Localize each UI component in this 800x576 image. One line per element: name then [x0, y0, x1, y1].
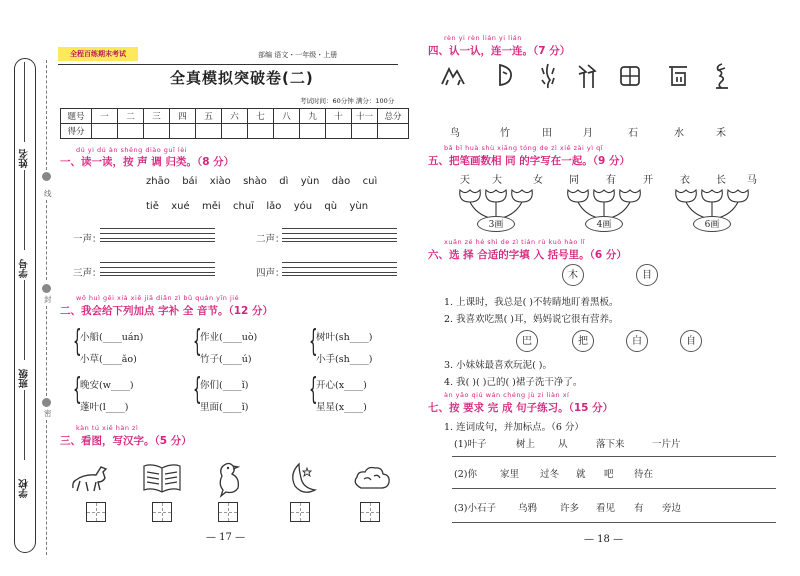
- page-number-left: — 17 —: [206, 532, 246, 543]
- sec7-subtitle: 1. 连词成句，并加标点。（6 分）: [444, 422, 584, 433]
- score-cell[interactable]: [118, 124, 144, 139]
- answer-line[interactable]: [452, 522, 776, 523]
- word-chip: 家里: [500, 469, 520, 480]
- fill-item[interactable]: 星星(x____): [316, 402, 367, 413]
- char-option[interactable]: 月: [583, 128, 593, 139]
- binding-hole: [42, 398, 51, 407]
- binding-hole: [42, 172, 51, 181]
- table-cell: 六: [222, 109, 248, 124]
- school-label: 学校: [19, 479, 30, 498]
- writing-grid[interactable]: [218, 502, 238, 522]
- cut-line: [46, 306, 47, 396]
- table-cell: 四: [170, 109, 196, 124]
- sec2-pinyin: wǒ huì gěi xià xiē jiā diǎn zì bǔ quán yīn jié: [76, 294, 240, 302]
- fill-item[interactable]: 晚安(w____): [80, 380, 134, 391]
- school-write-line[interactable]: [24, 390, 25, 460]
- mountain-glyph-icon: [440, 64, 466, 88]
- sentence-1: 1. 上课时，我总是( )不转睛地盯着黑板。: [444, 297, 619, 308]
- score-cell[interactable]: [248, 124, 274, 139]
- tone-4-write-line[interactable]: [282, 262, 397, 276]
- answer-line[interactable]: [452, 488, 776, 489]
- sec1-pinyin-row-2: tiě xué měi chuī lǎo yóu qù yùn: [146, 201, 369, 212]
- char-option[interactable]: 禾: [716, 128, 726, 139]
- stone-glyph-icon: [666, 63, 690, 89]
- tone-1-write-line[interactable]: [100, 228, 215, 242]
- char-option[interactable]: 长: [716, 175, 726, 186]
- word-chip: 过冬: [540, 469, 560, 480]
- char-option[interactable]: 巴: [516, 330, 538, 352]
- horse-icon: [70, 460, 112, 496]
- series-badge: [58, 47, 138, 61]
- bamboo-glyph-icon: [575, 62, 599, 90]
- cut-line: [46, 60, 47, 170]
- char-option[interactable]: 木: [562, 264, 584, 286]
- char-option[interactable]: 鸟: [450, 128, 460, 139]
- sec5-title: 五、把笔画数相 同 的字写在一起。（9 分）: [428, 155, 631, 167]
- char-option[interactable]: 开: [643, 175, 653, 186]
- brace: {: [73, 324, 82, 359]
- binding-hole: [42, 284, 51, 293]
- writing-grid[interactable]: [152, 502, 172, 522]
- cut-line: [46, 200, 47, 280]
- sec4-pinyin: rèn yi rèn lián yi lián: [444, 34, 522, 42]
- table-cell: 五: [196, 109, 222, 124]
- table-cell: 一: [92, 109, 118, 124]
- sec3-pinyin: kàn tú xiě hàn zì: [76, 424, 139, 432]
- score-table-score-row: [61, 124, 409, 139]
- score-cell[interactable]: [300, 124, 326, 139]
- sec7-pinyin: àn yāo qiú wán chéng jù zi liàn xí: [444, 391, 570, 399]
- word-chip: 一片片: [652, 439, 681, 450]
- char-option[interactable]: 田: [542, 128, 552, 139]
- char-option[interactable]: 有: [606, 175, 616, 186]
- char-option[interactable]: 天: [460, 175, 470, 186]
- score-cell[interactable]: [144, 124, 170, 139]
- word-chip: (2)你: [454, 469, 477, 480]
- seal-mark: 封: [44, 295, 52, 304]
- sec7-title: 七、按 要求 完 成 句子练习。（15 分）: [428, 402, 614, 414]
- sec1-pinyin: dú yi dú àn shēng diào guī lèi: [76, 146, 188, 154]
- cut-line: [46, 420, 47, 555]
- tone-1-label: 一声：: [73, 234, 102, 245]
- char-option[interactable]: 女: [533, 175, 543, 186]
- tone-2-write-line[interactable]: [282, 228, 397, 242]
- char-option[interactable]: 自: [680, 330, 702, 352]
- word-chip: 旁边: [662, 503, 682, 514]
- tone-3-label: 三声：: [73, 268, 102, 279]
- brace: {: [309, 372, 318, 407]
- fill-item[interactable]: 蓬叶(l____): [80, 402, 129, 413]
- score-cell[interactable]: [196, 124, 222, 139]
- brace: {: [193, 324, 202, 359]
- char-option[interactable]: 把: [572, 330, 594, 352]
- bird-icon: [214, 460, 244, 498]
- fill-item[interactable]: 里面(____ǐ): [200, 402, 249, 413]
- fill-item[interactable]: 树叶(sh____): [316, 332, 373, 343]
- fill-item[interactable]: 作业(____uò): [200, 332, 258, 343]
- number-write-line[interactable]: [24, 170, 25, 250]
- table-cell: 二: [118, 109, 144, 124]
- table-cell: 题号: [61, 109, 92, 124]
- table-cell: 九: [300, 109, 326, 124]
- page-title: 全真模拟突破卷(二): [170, 69, 314, 87]
- sec1-title: 一、读一读，按 声 调 归类。（8 分）: [60, 156, 235, 168]
- writing-grid[interactable]: [290, 502, 310, 522]
- cloud-icon: [352, 464, 392, 494]
- sec3-title: 三、看图，写汉字。（5 分）: [60, 435, 192, 447]
- group-box-3[interactable]: 3画: [477, 216, 515, 232]
- sentence-3: 3. 小妹妹最喜欢玩泥( )。: [444, 360, 553, 371]
- page-number-right: — 18 —: [584, 534, 624, 545]
- table-cell: 得分: [61, 124, 92, 139]
- sec1-pinyin-row-1: zhāo bái xiào shào dì yùn dào cuì: [146, 176, 378, 187]
- group-box-6[interactable]: 6画: [693, 216, 731, 232]
- fill-item[interactable]: 你们(____ǐ): [200, 380, 249, 391]
- word-chip: (3)小石子: [454, 503, 496, 514]
- sentence-4: 4. 我( )( )己的( )裙子洗干净了。: [444, 377, 583, 388]
- score-cell[interactable]: [352, 124, 378, 139]
- cut-mark: 线: [44, 189, 52, 198]
- sec5-pinyin: bǎ bǐ huà shù xiāng tóng de zì xiě zài yì qǐ: [444, 144, 604, 152]
- sec6-title: 六、选 择 合适的字填 入 括号里。（6 分）: [428, 249, 627, 261]
- table-cell: 十一: [352, 109, 378, 124]
- water-glyph-icon: [538, 62, 558, 90]
- course-label: 部编 语文・一年级・上册: [258, 51, 338, 59]
- tone-4-label: 四声：: [256, 268, 285, 279]
- field-glyph-icon: [618, 64, 642, 88]
- header-rule: [58, 64, 398, 65]
- score-cell[interactable]: [222, 124, 248, 139]
- book-icon: [142, 462, 182, 496]
- group-box-4[interactable]: 4画: [585, 216, 623, 232]
- moon-icon: [285, 460, 321, 498]
- fold-mark: 密: [44, 409, 52, 418]
- fill-item[interactable]: 开心(x____): [316, 380, 367, 391]
- brace: {: [73, 372, 82, 407]
- score-cell[interactable]: [378, 124, 409, 139]
- table-cell: 十: [326, 109, 352, 124]
- sec4-title: 四、认一认，连一连。（7 分）: [428, 45, 571, 57]
- tone-3-write-line[interactable]: [100, 262, 215, 276]
- word-chip: 树上: [516, 439, 536, 450]
- word-chip: 待在: [634, 469, 654, 480]
- word-chip: 看见: [596, 503, 616, 514]
- tone-2-label: 二声：: [256, 234, 285, 245]
- word-chip: 乌鸦: [518, 503, 538, 514]
- fill-item[interactable]: 竹子(____ú): [200, 354, 252, 365]
- char-option[interactable]: 水: [674, 128, 684, 139]
- answer-line[interactable]: [452, 456, 776, 457]
- score-table: [60, 108, 409, 139]
- char-option[interactable]: 目: [636, 264, 658, 286]
- moon-glyph-icon: [494, 62, 516, 88]
- word-chip: 吧: [604, 469, 614, 480]
- writing-grid[interactable]: [360, 502, 380, 522]
- table-cell: 三: [144, 109, 170, 124]
- sec6-pinyin: xuǎn zé hé shì de zì tián rù kuò hào lǐ: [444, 238, 586, 246]
- word-chip: 许多: [560, 503, 580, 514]
- word-chip: 有: [634, 503, 644, 514]
- fill-item[interactable]: 小手(sh____): [316, 354, 373, 365]
- binding-strip: [14, 58, 36, 553]
- table-cell: 八: [274, 109, 300, 124]
- writing-grid[interactable]: [86, 502, 106, 522]
- word-chip: 从: [558, 439, 568, 450]
- char-option[interactable]: 衣: [680, 175, 690, 186]
- char-option[interactable]: 同: [569, 175, 579, 186]
- score-cell[interactable]: [326, 124, 352, 139]
- name-write-line[interactable]: [24, 62, 25, 142]
- name-label: 姓名: [19, 149, 30, 168]
- sentence-2: 2. 我喜欢吃黑( )耳，妈妈说它很有营养。: [444, 314, 619, 325]
- brace: {: [309, 324, 318, 359]
- word-chip: (1)叶子: [454, 439, 487, 450]
- fill-item[interactable]: 小草(____ǎo): [80, 354, 137, 365]
- class-write-line[interactable]: [24, 280, 25, 360]
- char-option[interactable]: 白: [626, 330, 648, 352]
- char-option[interactable]: 大: [492, 175, 502, 186]
- sec2-title: 二、我会给下列加点 字补 全 音节。（12 分）: [60, 305, 273, 317]
- class-label: 班级: [19, 369, 30, 388]
- score-cell[interactable]: [274, 124, 300, 139]
- brace: {: [193, 372, 202, 407]
- table-cell: 七: [248, 109, 274, 124]
- word-chip: 落下来: [596, 439, 625, 450]
- student-number-label: 学号: [19, 259, 30, 278]
- fill-item[interactable]: 小船(____uán): [80, 332, 144, 343]
- char-option[interactable]: 马: [747, 175, 757, 186]
- score-cell[interactable]: [170, 124, 196, 139]
- series-label: 全程百练期末考试: [70, 50, 126, 58]
- table-cell: 总分: [378, 109, 409, 124]
- grain-glyph-icon: [710, 62, 732, 90]
- char-option[interactable]: 石: [628, 128, 638, 139]
- exam-meta: 考试时间：60分钟 满分：100分: [300, 97, 395, 105]
- score-table-header-row: [61, 109, 409, 124]
- score-cell[interactable]: [92, 124, 118, 139]
- char-option[interactable]: 竹: [500, 128, 510, 139]
- word-chip: 就: [576, 469, 586, 480]
